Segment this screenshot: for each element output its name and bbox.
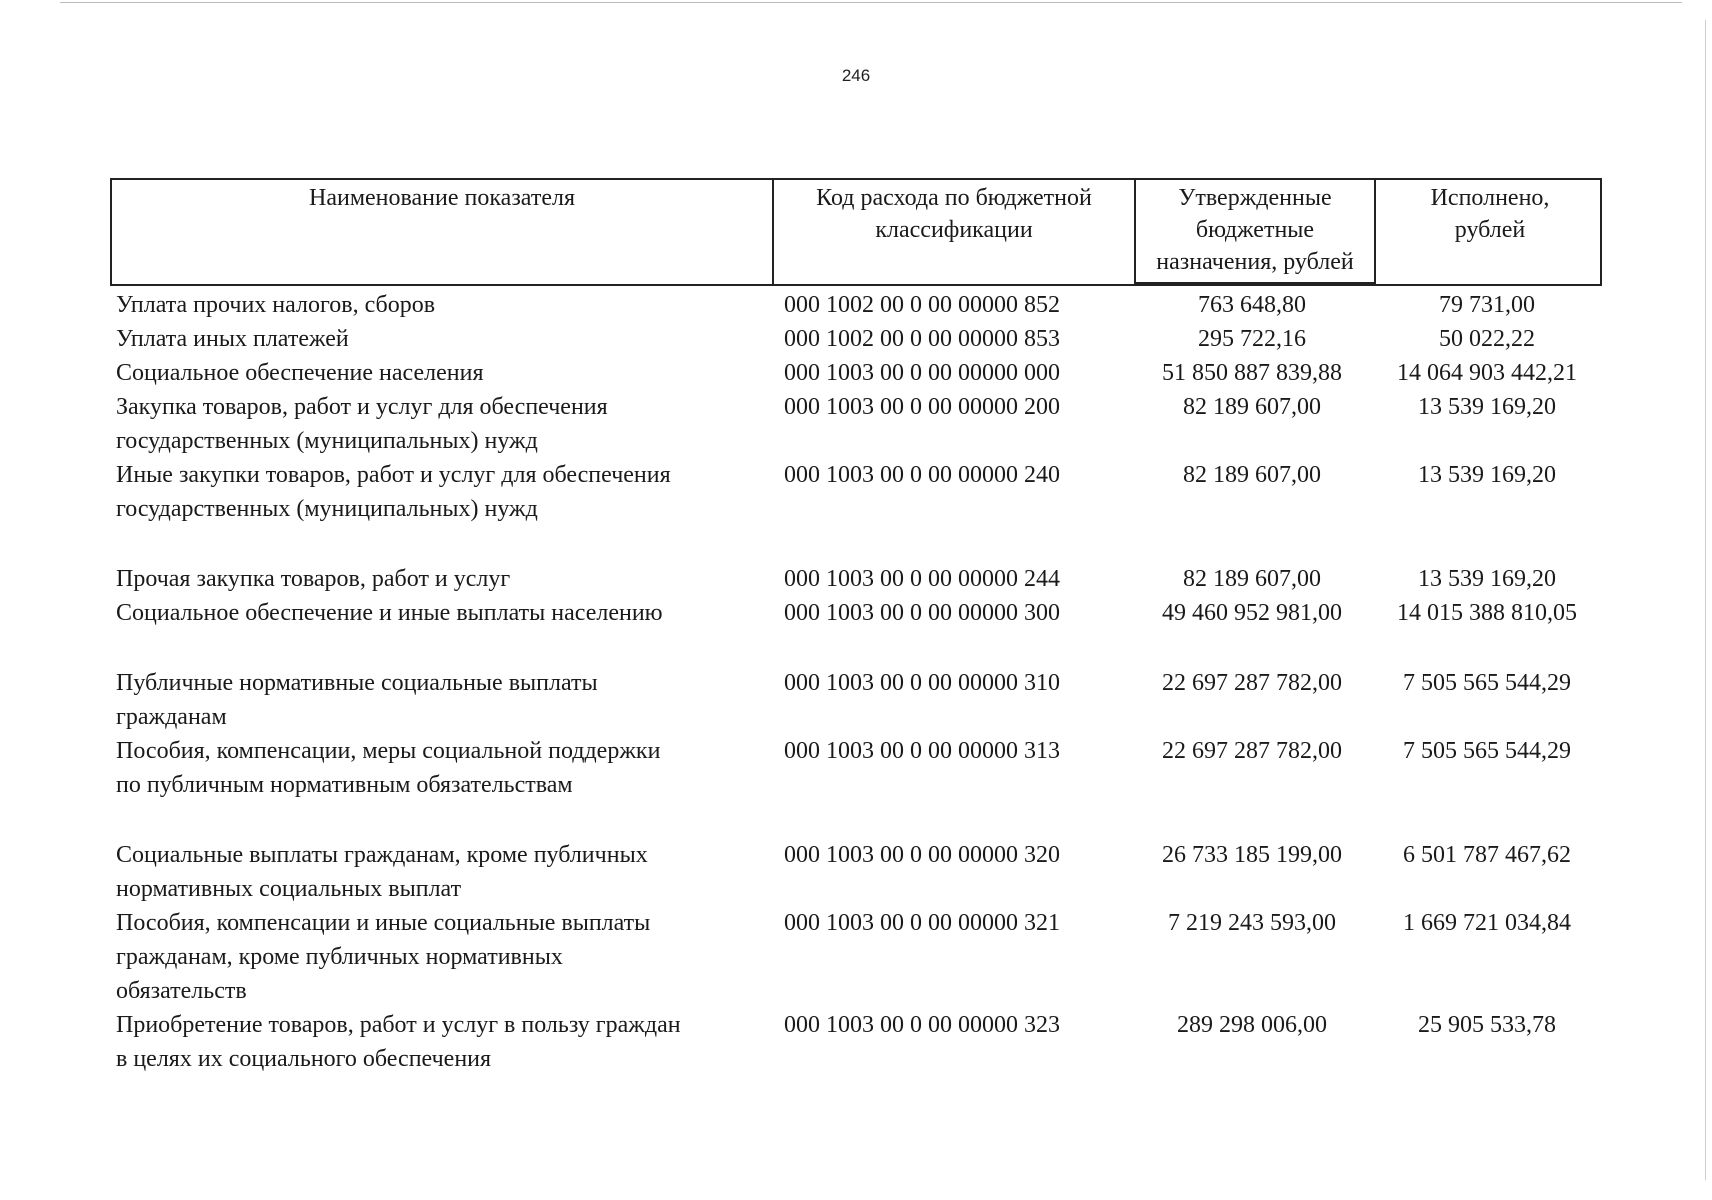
table-body (110, 288, 1602, 1076)
table-header (110, 178, 1602, 286)
row-code: 000 1003 00 0 00 00000 310 (784, 670, 1060, 696)
table-row (110, 562, 1602, 596)
table-row (110, 666, 1602, 734)
row-executed: 6 501 787 467,62 (1403, 842, 1571, 868)
page-number: 246 (841, 66, 871, 85)
row-executed: 14 015 388 810,05 (1397, 600, 1577, 626)
table-row (110, 288, 1602, 322)
row-code: 000 1003 00 0 00 00000 321 (784, 910, 1060, 936)
table-row (110, 458, 1602, 526)
row-executed: 7 505 565 544,29 (1403, 738, 1571, 764)
row-approved: 82 189 607,00 (1183, 566, 1321, 592)
row-executed: 7 505 565 544,29 (1403, 670, 1571, 696)
row-approved: 763 648,80 (1198, 292, 1306, 318)
row-code: 000 1002 00 0 00 00000 852 (784, 292, 1060, 318)
row-name: Социальные выплаты гражданам, кроме публичных нормативных социальных выплат (116, 842, 648, 902)
row-name: Прочая закупка товаров, работ и услуг (116, 566, 511, 592)
header-approved: Утвержденные бюджетные назначения, рублей (1134, 180, 1374, 284)
row-name: Закупка товаров, работ и услуг для обеспечения государственных (муниципальных) нужд (116, 394, 608, 454)
row-approved: 289 298 006,00 (1177, 1012, 1327, 1038)
header-name: Наименование показателя (309, 185, 575, 211)
row-name: Социальное обеспечение населения (116, 360, 484, 386)
row-code: 000 1003 00 0 00 00000 320 (784, 842, 1060, 868)
row-code: 000 1003 00 0 00 00000 244 (784, 566, 1060, 592)
row-code: 000 1003 00 0 00 00000 300 (784, 600, 1060, 626)
row-approved: 295 722,16 (1198, 326, 1306, 352)
row-code: 000 1003 00 0 00 00000 200 (784, 394, 1060, 420)
table-row (110, 1008, 1602, 1076)
scan-edge-top (60, 2, 1682, 3)
row-executed: 50 022,22 (1439, 326, 1535, 352)
row-executed: 13 539 169,20 (1418, 462, 1556, 488)
row-name: Пособия, компенсации и иные социальные выплаты гражданам, кроме публичных нормативных обязательств (116, 910, 651, 1004)
row-approved: 7 219 243 593,00 (1168, 910, 1336, 936)
row-name: Иные закупки товаров, работ и услуг для обеспечения государственных (муниципальных) нужд (116, 462, 671, 522)
row-approved: 49 460 952 981,00 (1162, 600, 1342, 626)
table-row (110, 322, 1602, 356)
row-name: Приобретение товаров, работ и услуг в пользу граждан в целях их социального обеспечения (116, 1012, 681, 1072)
row-name: Пособия, компенсации, меры социальной поддержки по публичным нормативным обязательствам (116, 738, 661, 798)
header-executed: Исполнено, рублей (1374, 180, 1604, 284)
row-name: Уплата иных платежей (116, 326, 349, 352)
table-row (110, 906, 1602, 1008)
row-approved: 82 189 607,00 (1183, 394, 1321, 420)
table-row (110, 734, 1602, 802)
row-code: 000 1003 00 0 00 00000 323 (784, 1012, 1060, 1038)
row-name: Уплата прочих налогов, сборов (116, 292, 436, 318)
row-approved: 26 733 185 199,00 (1162, 842, 1342, 868)
row-executed: 13 539 169,20 (1418, 394, 1556, 420)
table-row (110, 356, 1602, 390)
row-code: 000 1003 00 0 00 00000 000 (784, 360, 1060, 386)
row-approved: 22 697 287 782,00 (1162, 670, 1342, 696)
row-executed: 14 064 903 442,21 (1397, 360, 1577, 386)
row-executed: 25 905 533,78 (1418, 1012, 1556, 1038)
header-code: Код расхода по бюджетной классификации (772, 180, 1134, 284)
table-row (110, 390, 1602, 458)
row-approved: 22 697 287 782,00 (1162, 738, 1342, 764)
scan-edge-right (1705, 20, 1706, 1180)
table-row (110, 838, 1602, 906)
budget-table (110, 178, 1602, 1076)
row-executed: 79 731,00 (1439, 292, 1535, 318)
row-code: 000 1003 00 0 00 00000 240 (784, 462, 1060, 488)
row-executed: 13 539 169,20 (1418, 566, 1556, 592)
table-row (110, 596, 1602, 630)
row-approved: 51 850 887 839,88 (1162, 360, 1342, 386)
row-code: 000 1002 00 0 00 00000 853 (784, 326, 1060, 352)
row-name: Социальное обеспечение и иные выплаты населению (116, 600, 663, 626)
row-approved: 82 189 607,00 (1183, 462, 1321, 488)
row-name: Публичные нормативные социальные выплаты гражданам (116, 670, 598, 730)
row-code: 000 1003 00 0 00 00000 313 (784, 738, 1060, 764)
row-executed: 1 669 721 034,84 (1403, 910, 1571, 936)
